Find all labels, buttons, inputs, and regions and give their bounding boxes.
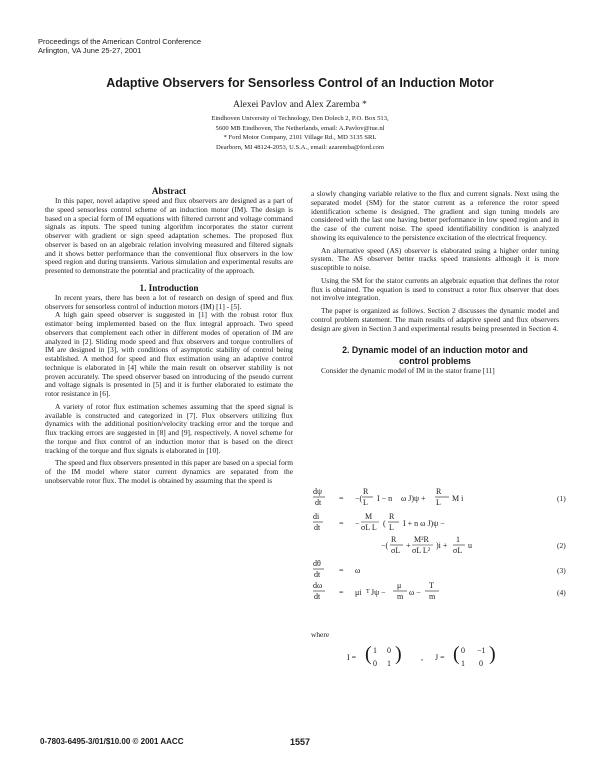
svg-text:ω −: ω −: [409, 588, 421, 597]
paper-title: Adaptive Observers for Sensorless Control of an Induction Motor: [106, 76, 494, 90]
svg-text:1: 1: [387, 659, 391, 668]
svg-text:Jψ −: Jψ −: [371, 588, 386, 597]
right-column: [311, 190, 559, 376]
abstract-text: In this paper, novel adaptive speed and flux observers are designed as a part of the speed sensorless control scheme of an induction motor (IM). The design is based on a special form of IM equations with filtered current and voltage command signals as inputs. The speed tuning algorithm incorporates the stator current observer with gradient or sign speed adaptation schemes. The proposed flux observer is based on an algebraic relation involving measured and filtered signals and it shows better performance than the conventional flux observers in the low speed region and during transients. Various simulation and experimental results are presented to demonstrate the potential and practicality of the approach.: [45, 196, 293, 275]
svg-text:u: u: [468, 541, 472, 550]
model-equations: [311, 482, 573, 682]
where-label: where: [311, 630, 330, 639]
svg-text:+: +: [406, 541, 411, 550]
introduction-heading: 1. Introduction: [139, 282, 199, 293]
svg-text:dψ: dψ: [313, 487, 323, 496]
svg-text:): ): [395, 643, 402, 665]
svg-text:m: m: [397, 592, 404, 601]
paper-authors: Alexei Pavlov and Alex Zaremba *: [233, 100, 367, 110]
affiliation-line-1: Eindhoven University of Technology, Den Dolech 2, P.O. Box 513,: [211, 115, 389, 122]
svg-text:T: T: [429, 581, 434, 590]
svg-text:M i: M i: [452, 494, 464, 503]
intro-paragraph-2: A high gain speed observer is suggested in [1] with the robust rotor flux estimator being implemented based on the flux integral approach. Two speed observers that complement each other in different modes of operation of IM are analyzed in [2]. Sliding mode speed and flux observers and torque controllers of IM are designed in [3], with conditions of asymptotic stability of control being established. A method for speed and flux estimation using an adaptive control technique is elaborated in [4] while the main result on observer stability is not proven accurately. The speed observer based on introducing of the pseudo current and voltage signals is presented in [5] and it is further elaborated to estimate the rotor resistance in [6].: [45, 310, 293, 398]
right-paragraph-3: Using the SM for the stator currents an algebraic equation that defines the rotor flux is obtained. The equation is used to construct a rotor flux observer that does not involve integration.: [311, 275, 559, 303]
svg-text:σL L²: σL L²: [412, 546, 431, 555]
svg-text:R: R: [391, 535, 397, 544]
section-2-heading-line-1: 2. Dynamic model of an induction motor and: [342, 345, 528, 356]
proceedings-line-1: Proceedings of the American Control Conference: [38, 37, 202, 46]
intro-paragraph-1: In recent years, there has been a lot of research on design of speed and flux observers for sensorless control of induction motors (IM) [1] - [5].: [45, 292, 293, 311]
svg-text:m: m: [429, 592, 436, 601]
svg-text:M²R: M²R: [414, 535, 429, 544]
svg-text:dt: dt: [314, 592, 321, 601]
svg-text:(: (: [453, 643, 460, 665]
right-paragraph-4: The paper is organized as follows. Section 2 discusses the dynamic model and control problem statement. The main results of adaptive speed and flux observers design are given in Section 3 and experimental results being presented in Section 4.: [311, 306, 559, 333]
svg-text:T: T: [366, 589, 370, 595]
footer-copyright: 0-7803-6495-3/01/$10.00 © 2001 AACC: [40, 737, 184, 746]
equation-number-4: (4): [557, 588, 566, 597]
section-2-heading-line-2: control problems: [399, 356, 471, 367]
svg-text:dθ: dθ: [313, 559, 321, 568]
affiliation-line-2: 5600 MB Eindhoven, The Netherlands, email: A.Pavlov@tue.nl: [215, 124, 385, 132]
svg-text:ω: ω: [355, 566, 361, 575]
svg-text:=: =: [339, 588, 344, 597]
proceedings-line-2: Arlington, VA June 25-27, 2001: [38, 46, 142, 55]
svg-text:I + n ω J)ψ −: I + n ω J)ψ −: [403, 519, 445, 528]
proceedings-header: [38, 37, 201, 55]
svg-text:−1: −1: [477, 646, 486, 655]
svg-text:0: 0: [479, 659, 483, 668]
equation-number-2: (2): [557, 541, 566, 550]
svg-text:I =: I =: [347, 653, 357, 662]
svg-text:): ): [489, 643, 496, 665]
svg-text:,: ,: [421, 653, 423, 662]
svg-text:R: R: [389, 512, 395, 521]
svg-text:μi: μi: [355, 588, 362, 597]
svg-text:0: 0: [373, 659, 377, 668]
svg-text:)i +: )i +: [436, 541, 448, 550]
right-paragraph-5: Consider the dynamic model of IM in the stator frame [11]: [321, 366, 495, 376]
svg-text:(: (: [383, 519, 386, 528]
svg-text:I − n: I − n: [377, 494, 393, 503]
affiliation-line-3: * Ford Motor Company, 2101 Village Rd., MD 3135 SRL: [223, 134, 377, 142]
page-number: 1557: [290, 737, 311, 747]
svg-text:μ: μ: [397, 581, 402, 590]
svg-text:R: R: [363, 487, 369, 496]
right-paragraph-2: An alternative speed (AS) observer is elaborated using a higher order tuning system. The AS observer better tracks speed transients although it is more susceptible to noise.: [311, 245, 559, 272]
svg-text:L: L: [436, 498, 441, 507]
equations-figure: [311, 482, 573, 682]
svg-text:−(: −(: [381, 541, 389, 550]
svg-text:1: 1: [373, 646, 377, 655]
svg-text:σL: σL: [453, 546, 463, 555]
svg-text:L: L: [363, 498, 368, 507]
svg-text:=: =: [339, 566, 344, 575]
svg-text:1: 1: [456, 535, 460, 544]
svg-text:J =: J =: [435, 653, 445, 662]
equation-number-3: (3): [557, 566, 566, 575]
svg-text:(: (: [365, 643, 372, 665]
svg-text:dω: dω: [313, 581, 323, 590]
svg-text:−: −: [355, 519, 360, 528]
svg-text:−(: −(: [355, 494, 363, 503]
section-2-heading: [311, 345, 559, 367]
equation-number-1: (1): [557, 494, 566, 503]
svg-text:di: di: [313, 512, 320, 521]
svg-text:ω J)ψ +: ω J)ψ +: [401, 494, 426, 503]
intro-paragraph-3: A variety of rotor flux estimation schemes assuming that the speed signal is available is constructed and categorized in [7]. Flux observers utilizing flux dynamics with the additional position/velocity tracking error and the torque and flux tracking errors are suggested in [8] and [9], respectively. A novel scheme for the torque and flux control of an induction motor that is based on the direct tracking of the torque and flux signals is elaborated in [10].: [45, 401, 293, 455]
svg-text:σL L: σL L: [361, 523, 377, 532]
svg-text:0: 0: [387, 646, 391, 655]
svg-text:dt: dt: [314, 523, 321, 532]
affiliation-line-4: Dearborn, MI 48124-2053, U.S.A., email: azaremba@ford.com: [216, 143, 384, 151]
svg-text:R: R: [436, 487, 442, 496]
svg-text:dt: dt: [314, 570, 321, 579]
svg-text:1: 1: [461, 659, 465, 668]
svg-text:0: 0: [461, 646, 465, 655]
svg-text:=: =: [339, 519, 344, 528]
left-column: [45, 186, 293, 486]
affiliations: [0, 114, 600, 152]
intro-paragraph-4: The speed and flux observers presented in this paper are based on a special form of the IM model where stator current dynamics are separated from the unobservable rotor flux. The model is obtained by assuming that the speed is: [45, 458, 293, 485]
svg-text:M: M: [365, 512, 373, 521]
right-paragraph-1: a slowly changing variable relative to the flux and current signals. Next using the separated model (SM) for the stator current as a reference the rotor speed identification scheme is designed. The gradient and sign tuning models are considered with the last one having better performance in low speed region and in the case of the current noise. The speed identifiability condition is analyzed showing its equivalence to the persistence excitation of the electrical frequency.: [311, 189, 559, 242]
svg-text:σL: σL: [391, 546, 401, 555]
svg-text:L: L: [389, 523, 394, 532]
abstract-heading: Abstract: [151, 186, 187, 196]
svg-text:dt: dt: [315, 498, 322, 507]
svg-text:=: =: [339, 494, 344, 503]
